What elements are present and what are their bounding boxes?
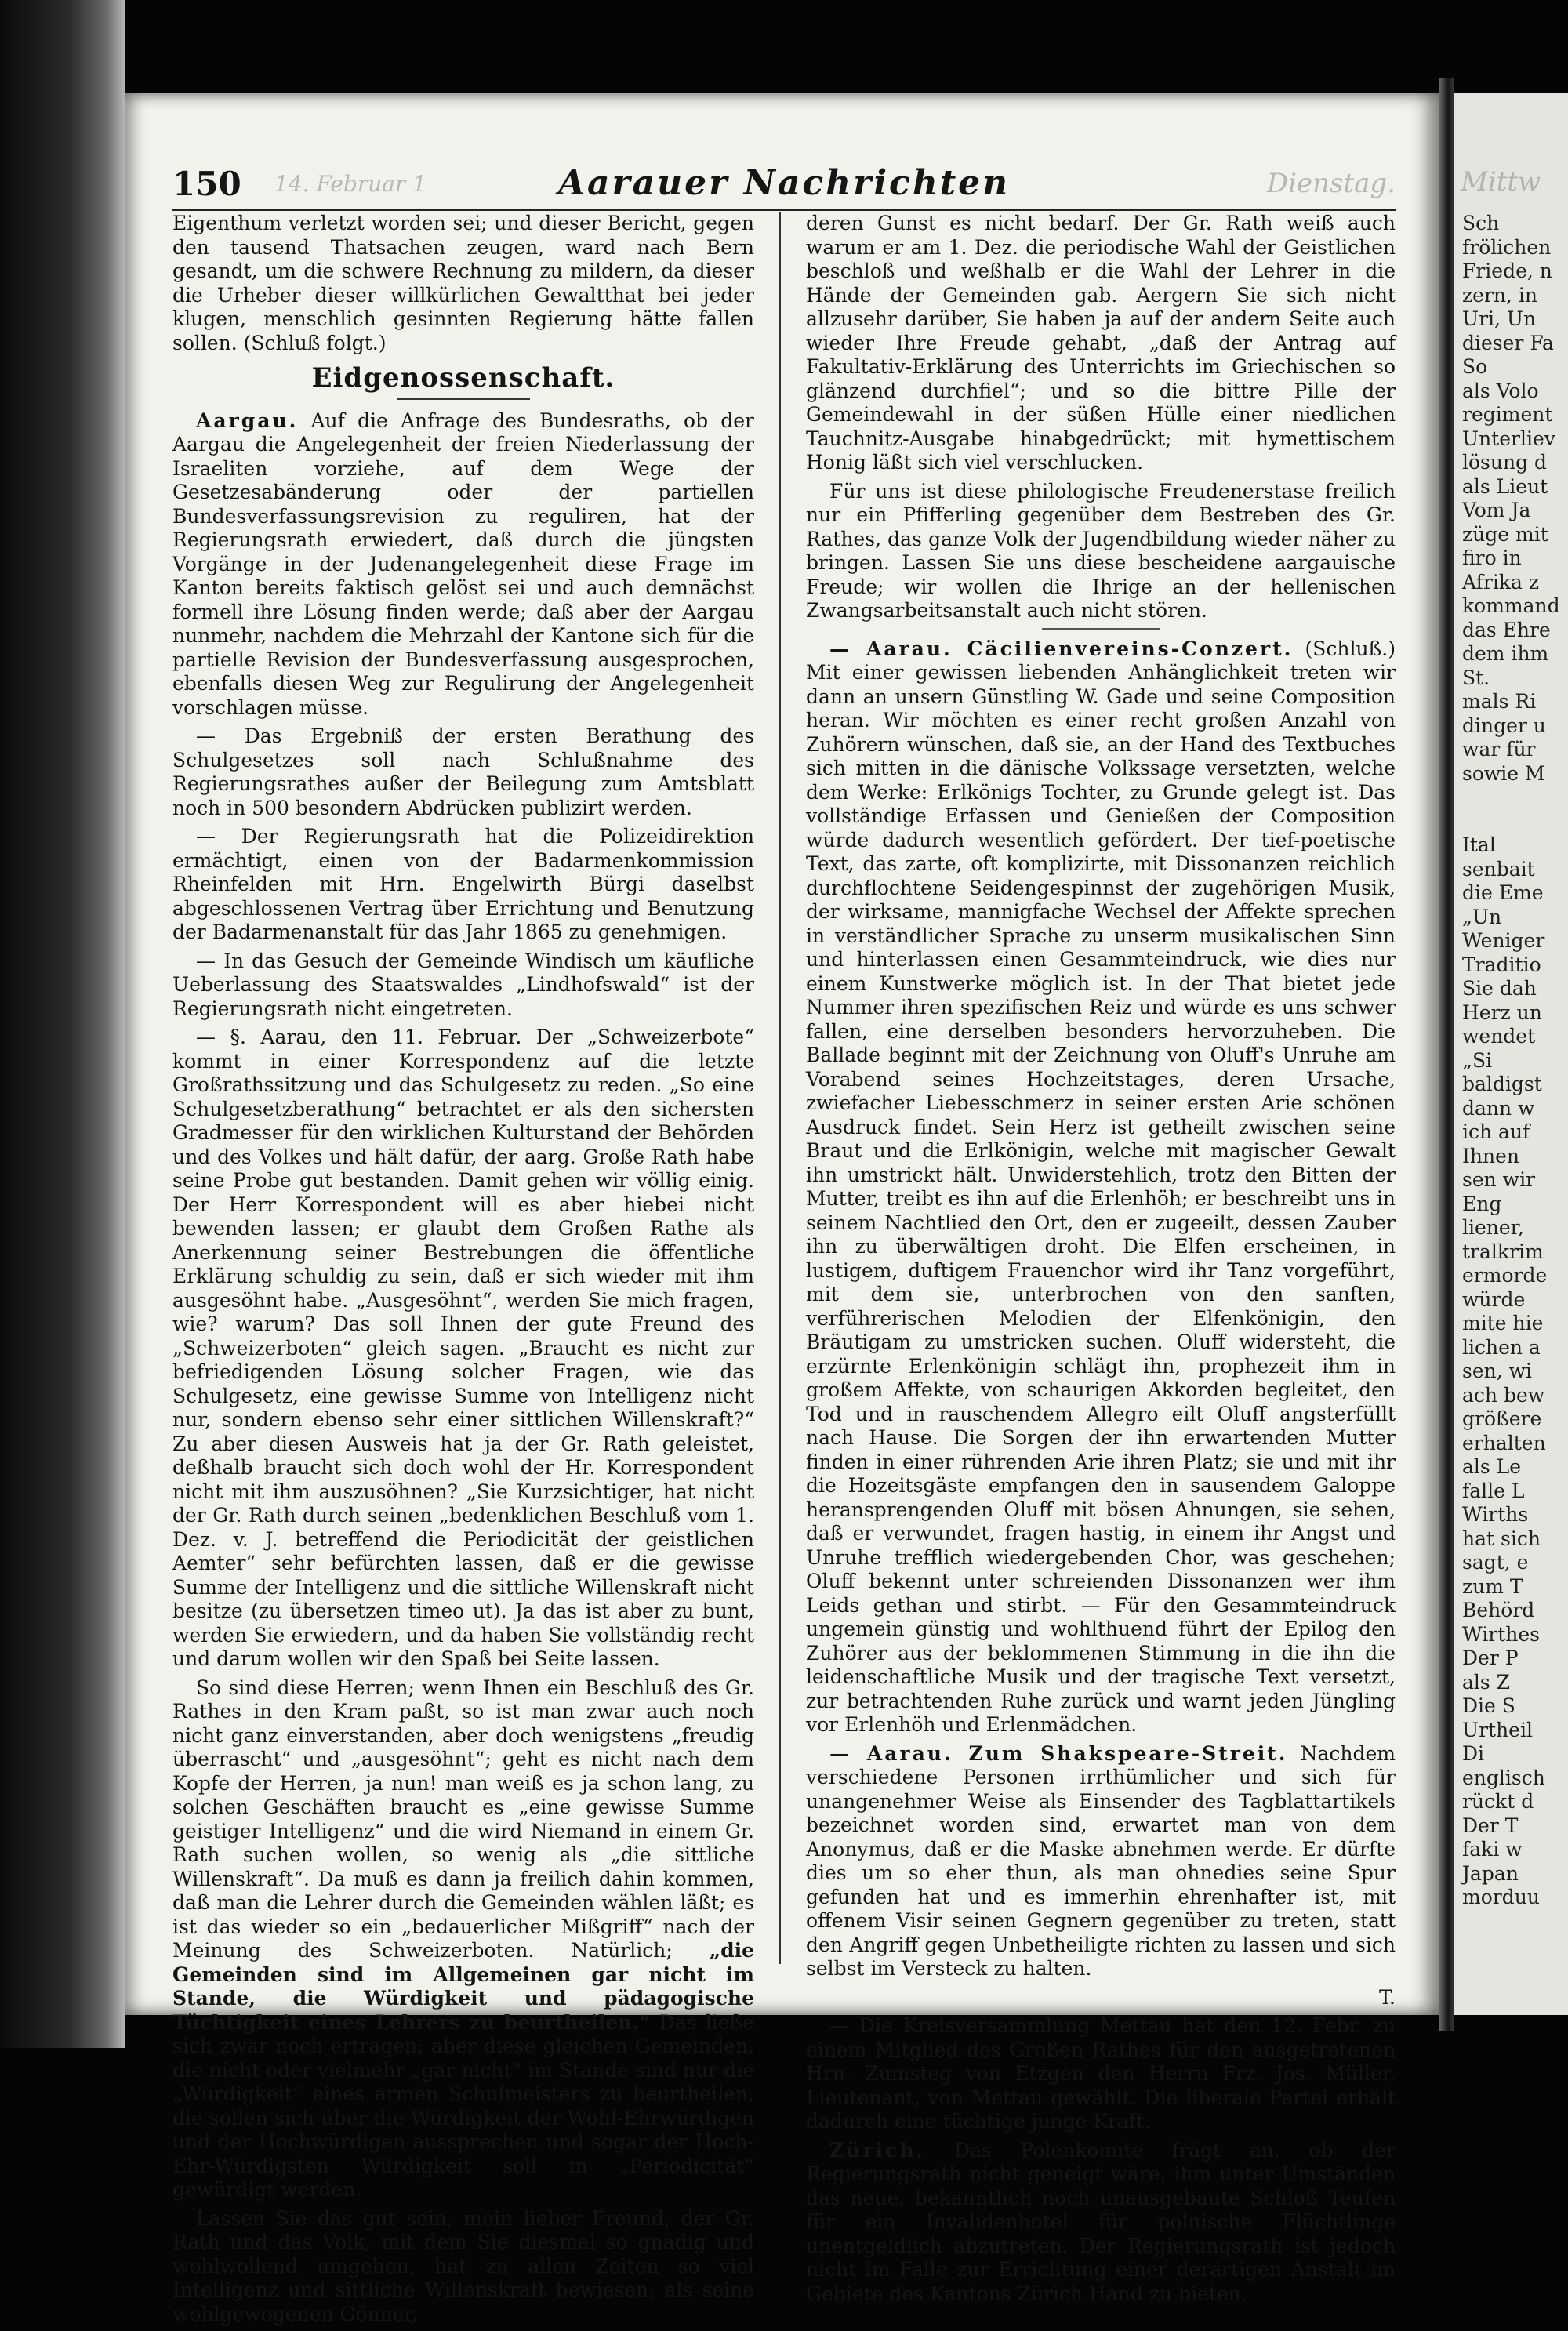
book-gutter	[1439, 78, 1454, 2031]
adjacent-page-line: Ital	[1462, 833, 1496, 856]
adjacent-page-line: Sie dah	[1462, 977, 1537, 1000]
adjacent-page-line: kommand	[1462, 594, 1560, 617]
adjacent-page-line: dieser Fa	[1462, 331, 1554, 354]
article-zuerich-polenkomite: Zürich. Das Polenkomite frägt an, ob der Regierungsrath nicht geneigt wäre, ihm unter Umständen das neue, bekanntlich noch unausgebaute Schloß Teufen für ein Invalidenhotel für polnische Flüchtlinge unentgeldlich abzutreten. Der Regierungsrath ist jedoch nicht im Falle zur Errichtung einer derartigen Anstalt im Gebiete des Kantons Zürich Hand zu bieten.	[806, 2138, 1396, 2305]
article-schweizerbote: — §. Aarau, den 11. Februar. Der „Schweizerbote“ kommt in einer Korrespondenz auf die letzte Großrathssitzung und das Schulgesetz zu reden. „So eine Schulgesetzberathung“ betrachtet er als den sichersten Gradmesser für den wirklichen Kulturstand der Behörden und des Volkes und hält dafür, der aarg. Große Rath habe seine Probe gut bestanden. Damit gehen wir völlig einig. Der Herr Korrespondent will es aber hiebei nicht bewenden lassen; er glaubt dem Großen Rathe als Anerkennung seiner Bestrebungen die öffentliche Erklärung schuldig zu sein, daß er sich wieder mit ihm ausgesöhnt habe. „Ausgesöhnt“, werden Sie mich fragen, wie? warum? Das soll Ihnen der gute Freund des „Schweizerboten“ gleich sagen. „Braucht es nicht zur befriedigenden Lösung solcher Fragen, wie das Schulgesetz, eine gewisse Summe von Intelligenz nicht nur, sondern ebenso sehr einer sittlichen Willenskraft?“ Zu aber diesen Ausweis hat ja der Gr. Rath geleistet, deßhalb braucht sich doch wohl der Hr. Korrespondent nicht mit ihm auszusöhnen? „Sie Kurzsichtiger, hat nicht der Gr. Rath durch seinen „bedenklichen Beschluß vom 1. Dez. v. J. betreffend die Periodicität der geistlichen Aemter“ sehr befürchten lassen, daß er die gewisse Summe der Intelligenz und die sittliche Willenskraft nicht besitze (zu übersetzen timeo ut). Ja das ist aber zu bunt, werden Sie erwiedern, und da haben Sie vollständig recht und darum wollen wir den Spaß bei Seite lassen.	[172, 1026, 754, 1670]
adjacent-page-line: mite hie	[1462, 1312, 1544, 1334]
adjacent-page-line: Der P	[1462, 1647, 1519, 1669]
adjacent-page-line: zum T	[1462, 1574, 1523, 1598]
adjacent-page-line: „Si	[1462, 1048, 1493, 1072]
adjacent-page-line: dinger u	[1462, 713, 1546, 737]
left-column	[172, 212, 754, 2331]
continued-signoff: (Schluß folgt.)	[243, 331, 387, 354]
adjacent-page-line: Ihnen	[1462, 1144, 1519, 1167]
adjacent-page-line: ach bew	[1462, 1383, 1545, 1407]
newspaper-page	[125, 93, 1439, 2326]
right-column	[806, 212, 1396, 2311]
adjacent-page-line: Sch	[1462, 212, 1500, 234]
article-schulgesetz: — Das Ergebniß der ersten Berathung des Schulgesetzes soll nach Schlußnahme des Regierungsrathes außer der Beilegung zum Amtsblatt noch in 500 besondern Abdrücken publizirt werden.	[172, 724, 754, 819]
adjacent-page-line: dem ihm	[1462, 642, 1549, 665]
adjacent-page-line: als Lieut	[1462, 474, 1548, 498]
adjacent-page-line: hat sich	[1462, 1527, 1541, 1550]
adjacent-page-line: morduu	[1462, 1886, 1540, 1908]
adjacent-page-line: Behörd	[1462, 1599, 1535, 1621]
adjacent-page-line: sen, wi	[1462, 1360, 1533, 1382]
column-divider	[779, 212, 781, 1964]
adjacent-page-line: zern, in	[1462, 283, 1538, 307]
adjacent-page-line: erhalten	[1462, 1431, 1546, 1454]
adjacent-page-line: würde	[1462, 1287, 1526, 1311]
adjacent-page-line: rückt d	[1462, 1790, 1534, 1813]
article-aargau-israeliten: Aargau. Auf die Anfrage des Bundesraths, ob der Aargau die Angelegenheit der freien Niederlassung der Israeliten vorziehe, auf dem Wege der Gesetzesabänderung oder der partiellen Bundesverfassungsrevision zu reguliren, hat der Regierungsrath erwiedert, daß durch die jüngsten Vorgänge in der Judenangelegenheit diese Frage im Kanton bereits faktisch gelöst sei und auch demnächst formell ihre Lösung finden werde; daß aber der Aargau nunmehr, nachdem die Mehrzahl der Kantone sich für die partielle Revision der Bundesverfassung ausgesprochen, ebenfalls diesen Weg zur Regulirung der Angelegenheit vorschlagen müsse.	[172, 408, 755, 719]
article-mettau: — Die Kreisversammlung Mettau hat den 12. Febr. zu einem Mitglied des Großen Rathes für den ausgetretenen Hrn. Zumsteg von Etzgen den Herrn Frz. Jos. Müller, Lieutenant, von Mettau gewählt. Die liberale Partei erhält dadurch eine tüchtige junge Kraft.	[806, 2014, 1396, 2133]
show-through-heading: Dienstag.	[1266, 168, 1396, 199]
adjacent-page-line: Japan	[1462, 1861, 1519, 1885]
adjacent-page-line: Di	[1462, 1742, 1485, 1765]
show-through-date: 14. Februar 1	[274, 171, 427, 197]
adjacent-page-line: lichen a	[1462, 1335, 1541, 1359]
adjacent-page-text	[1454, 212, 1560, 1910]
article-freudenerstase: Für uns ist diese philologische Freudenerstase freilich nur ein Pfifferling gegenüber dem Bestreben des Gr. Rathes, das ganze Volk der Jugendbildung wieder näher zu bringen. Lassen Sie uns diese bescheidene aargauische Freude; wir wollen die Ihrige an der hellenischen Zwangsarbeitsanstalt auch nicht stören.	[806, 479, 1396, 622]
adjacent-page	[1454, 93, 1568, 2015]
adjacent-page-heading: Mittw	[1461, 166, 1541, 198]
adjacent-page-line: So	[1462, 355, 1488, 378]
article-shakspeare-streit: — Aarau. Zum Shakspeare-Streit. Nachdem verschiedene Personen irrthümlicher und sich für unangenehmer Weise als Einsender des Tagblattartikels bezeichnet worden sind, erwartet man von dem Anonymus, daß er die Maske abnehmen werde. Er dürfte dies um so eher thun, als man ohnedies seine Spur gefunden hat und es immerhin ehrenhafter ist, mit offenem Visir seinen Gegnern gegenüber zu treten, statt den Angriff gegen Unbetheiligte richten zu lassen und sich selbst im Versteck zu halten.	[806, 1741, 1396, 1980]
adjacent-page-line: regiment	[1462, 403, 1553, 426]
adjacent-page-line	[1454, 786, 1560, 810]
dateline-place: Zürich.	[829, 2138, 926, 2162]
adjacent-page-line: lösung d	[1462, 451, 1548, 474]
adjacent-page-line: züge mit	[1462, 522, 1548, 546]
adjacent-page-line: sen wir	[1462, 1168, 1536, 1191]
dateline-place: — Aarau. Zum Shakspeare-Streit.	[829, 1741, 1288, 1765]
adjacent-page-line: Vom Ja	[1462, 499, 1531, 521]
adjacent-page-line: sowie M	[1462, 761, 1545, 785]
adjacent-page-line: dann w	[1462, 1096, 1535, 1120]
adjacent-page-line: Weniger	[1462, 929, 1545, 952]
adjacent-page-line: Die S	[1462, 1694, 1515, 1717]
adjacent-page-line: größere	[1462, 1407, 1542, 1430]
adjacent-page-line: „Un	[1462, 905, 1502, 928]
article-gr-rath-continued: deren Gunst es nicht bedarf. Der Gr. Rath weiß auch warum er am 1. Dez. die periodische Wahl der Geistlichen beschloß und weßhalb er die Wahl der Lehrer in die Hände der Gemeinden gab. Aergern Sie sich nicht allzusehr darüber, Sie haben ja auf der andern Seite auch wieder Ihre Freude gehabt, „daß der Antrag auf Fakultativ-Erklärung des Unterrichts im Griechischen so glänzend durchfiel“; und so die bittre Pille der Gemeindewahl in der süßen Hülle einer niedlichen Tauchnitz-Ausgabe hinabgedrückt; mit hymettischem Honig läßt sich viel verschlucken.	[806, 212, 1396, 474]
item-rule	[1042, 628, 1160, 630]
adjacent-page-line: war für	[1462, 738, 1536, 761]
continued-article: Eigenthum verletzt worden sei; und dieser Bericht, gegen den tausend Thatsachen zeugen, ward nach Bern gesandt, um die schwere Rechnung zu mildern, da dieser die Urheber dieser willkürlichen Gewaltthat bei jeder klugen, menschlich gesinnten Regierung hätte fallen sollen. (Schluß folgt.)	[172, 212, 754, 354]
book-spine	[0, 0, 125, 2048]
adjacent-page-line: mals Ri	[1462, 690, 1537, 713]
adjacent-page-line: englisch	[1462, 1766, 1545, 1789]
adjacent-page-line: Der T	[1462, 1814, 1519, 1837]
adjacent-page-line: senbait	[1462, 857, 1535, 880]
adjacent-page-line: Wirthes	[1462, 1622, 1540, 1646]
article-badarmenanstalt: — Der Regierungsrath hat die Polizeidirektion ermächtigt, einen von der Badarmenkommission Rheinfelden mit Hrn. Engelwirth Bürgi daselbst abgeschlossenen Vertrag über Errichtung und Benutzung der Badarmenanstalt für das Jahr 1865 zu genehmigen.	[172, 825, 754, 943]
article-herren: So sind diese Herren; wenn Ihnen ein Beschluß des Gr. Rathes in den Kram paßt, so ist man zwar auch noch nicht ganz einverstanden, aber doch wenigstens „freudig überrascht“ und „ausgesöhnt“; geht es nicht nach dem Kopfe der Herren, ja nun! man weiß es ja schon lang, zu solchen Geschäften braucht es „eine gewisse Summe geistiger Intelligenz“ und die wird Niemand in einem Gr. Rath suchen wollen, so wenig als „die sittliche Willenskraft“. Da muß es dann ja freilich dahin kommen, daß man die Lehrer durch die Gemeinden wählen läßt; es ist das wieder so ein „bedauerlicher Mißgriff“ nach der Meinung des Schweizerboten. Natürlich; „die Gemeinden sind im Allgemeinen gar nicht im Stande, die Würdigkeit und pädagogische Tüchtigkeit eines Lehrers zu beurtheilen.“ Das ließe sich zwar noch ertragen; aber diese gleichen Gemeinden, die nicht oder vielmehr „gar nicht“ im Stande sind nur die „Würdigkeit“ eines armen Schulmeisters zu beurtheilen, die sollen sich über die Würdigkeit der Wohl-Ehrwürdigen und der Hochwürdigen aussprechen und sogar der Hoch-Ehr-Würdigsten Würdigkeit soll in „Periodicität“ gewürdigt werden.	[172, 1676, 754, 2201]
dateline-place: — Aarau. Cäcilienvereins-Conzert.	[829, 637, 1294, 660]
adjacent-page-line: liener,	[1462, 1216, 1524, 1239]
adjacent-page-line: falle L	[1462, 1479, 1525, 1502]
adjacent-page-line: Uri, Un	[1462, 307, 1537, 330]
adjacent-page-line: Traditio	[1462, 953, 1541, 976]
adjacent-page-line: als Le	[1462, 1455, 1522, 1478]
adjacent-page-line: als Z	[1462, 1670, 1511, 1694]
article-lindhofswald: — In das Gesuch der Gemeinde Windisch um käufliche Ueberlassung des Staatswaldes „Lindhofswald“ ist der Regierungsrath nicht eingetreten.	[172, 949, 754, 1020]
dateline-place: Aargau.	[196, 408, 299, 432]
masthead-title: Aarauer Nachrichten	[557, 163, 1011, 203]
adjacent-page-line: faki w	[1462, 1838, 1523, 1861]
adjacent-page-line: sagt, e	[1462, 1551, 1529, 1574]
adjacent-page-line: Afrika z	[1462, 570, 1539, 594]
header-rule	[172, 209, 1396, 211]
adjacent-page-line: firo in	[1462, 546, 1522, 569]
page-number: 150	[172, 165, 241, 203]
adjacent-page-line: Unterliev	[1462, 427, 1555, 450]
adjacent-page-line: Wirths	[1462, 1503, 1529, 1526]
adjacent-page-line: die Eme	[1462, 881, 1544, 904]
adjacent-page-line: St.	[1462, 666, 1490, 689]
adjacent-page-line: frölichen	[1462, 235, 1552, 259]
adjacent-page-line: Eng	[1462, 1192, 1502, 1215]
adjacent-page-line	[1454, 810, 1560, 834]
adjacent-page-line: baldigst	[1462, 1073, 1542, 1095]
article-signature: T.	[1379, 1985, 1396, 2009]
adjacent-page-line: ermorde	[1462, 1264, 1548, 1287]
article-caecilienverein: — Aarau. Cäcilienvereins-Conzert. (Schluß.) Mit einer gewissen liebenden Anhänglichkeit treten wir dann an unsern Günstling W. Gade und seine Composition heran. Wir möchten es einer recht großen Anzahl von Zuhörern wünschen, daß sie, an der Hand des Textbuches sich mitten in die dänische Volkssage versetzten, welche dem Werke: Erlkönigs Tochter, zu Grunde gelegt ist. Das vollständige Erfassen und Genießen der Composition würde dadurch wesentlich gefördert. Der tief-poetische Text, das zarte, oft komplizirte, mit Dissonanzen reichlich durchflochtene Seidengespinnst der zugehörigen Musik, der wirksame, mannigfache Wechsel der Affekte sprechen in verständlicher Sprache zu unserm musikalischen Sinn und hinterlassen einen Gesammteindruck, wie dies nur einem Kunstwerke möglich ist. In der That bietet jede Nummer ihren spezifischen Reiz und würde es uns schwer fallen, eine derselben besonders hervorzuheben. Die Ballade beginnt mit der Zeichnung von Oluff's Unruhe am Vorabend seines Hochzeitstages, deren Ursache, zwiefacher Liebesschmerz in seiner ersten Arie schönen Ausdruck findet. Sein Herz ist getheilt zwischen seine Braut und die Erlkönigin, welche mit magischer Gewalt ihn umstrickt hält. Unwiderstehlich, trotz den Bitten der Mutter, treibt es ihn auf die Erlenhöh; er beschreibt uns in seinem Nachtlied den Ort, den er zugeeilt, dessen Zauber ihn zu überwältigen droht. Die Elfen erscheinen, in lustigem, duftigem Frauenchor wird ihr Tanz vorgeführt, mit dem sie, unterbrochen von den sanften, verführerischen Melodien der Elfenkönigin, den Bräutigam zu umstricken suchen. Oluff widersteht, die erzürnte Erlenkönigin schlägt ihn, prophezeit ihm in großem Affekte, von schaurigen Akkorden begleitet, den Tod und in rauschendem Allegro eilt Oluff angsterfüllt nach Hause. Die Sorgen der ihn erwartenden Mutter finden in einer rührenden Arie ihren Platz; sie und mit ihr die Hozeitsgäste empfangen den in sausendem Galoppe heransprengenden Oluff mit bösen Ahnungen, sie sehen, daß er verwundet, fragen hastig, in einem ihr Angst und Unruhe trefflich wiedergebenden Chor, was geschehen; Oluff bekennt unter schreienden Dissonanzen wer ihm Leids gethan und stirbt. — Für den Gesammteindruck ungemein günstig und wohlthuend führt der Epilog den Zuhörer aus der beklommenen Stimmung in die ihn die leidenschaftliche Musik und der tragische Text versetzt, zur betrachtenden Ruhe zurück und warnt jeden Jüngling vor Erlenhöh und Erlenmädchen.	[806, 637, 1396, 1736]
running-head	[172, 165, 1396, 204]
adjacent-page-line: tralkrim	[1462, 1240, 1544, 1263]
bold-quote: „die Gemeinden sind im Allgemeinen gar nicht im Stande, die Würdigkeit und pädagogische Tüchtigkeit eines Lehrers zu beurtheilen.“	[172, 1939, 754, 2034]
adjacent-page-line: Friede, n	[1462, 260, 1552, 282]
adjacent-page-line: wendet	[1462, 1025, 1536, 1047]
adjacent-page-line: das Ehre	[1462, 618, 1551, 641]
adjacent-page-line: Urtheil	[1462, 1718, 1533, 1741]
adjacent-page-line: ich auf	[1462, 1120, 1530, 1143]
section-rule	[397, 398, 530, 400]
article-lassen-sie: Lassen Sie das gut sein, mein lieber Freund, der Gr. Rath und das Volk, mit dem Sie diesmal so gnädig und wohlwollend umgehen, hat zu allen Zeiten so viel Intelligenz und sittliche Willenskraft bewiesen, als seine wohlgewogenen Gönner,	[172, 2206, 754, 2326]
adjacent-page-line: als Volo	[1462, 379, 1539, 402]
section-title-eidgenossenschaft: Eidgenossenschaft.	[311, 362, 615, 394]
adjacent-page-line: Herz un	[1462, 1000, 1542, 1024]
